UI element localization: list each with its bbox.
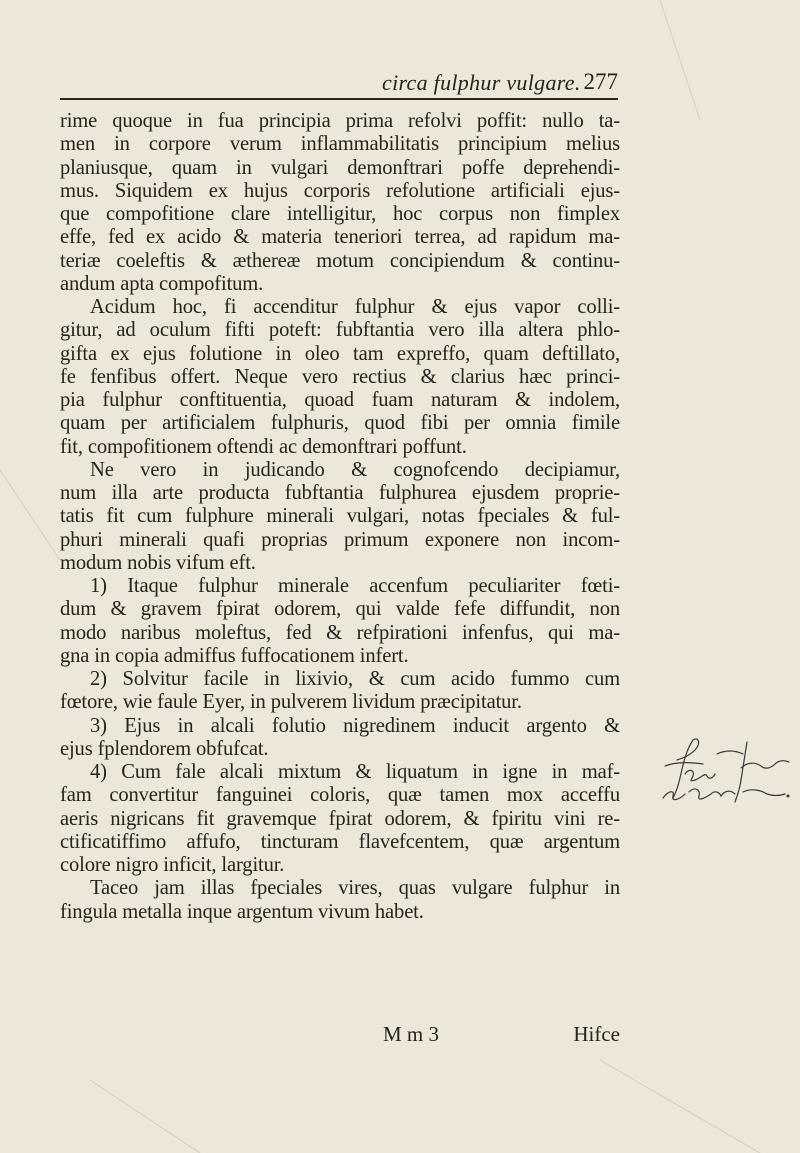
text-line: que compofitione clare intelligitur, hoc corpus non fimplex bbox=[60, 203, 620, 225]
signature-mark: M m 3 bbox=[383, 1022, 440, 1046]
page-number: 277 bbox=[583, 69, 618, 94]
text-line: modum nobis vifum eft. bbox=[60, 551, 256, 574]
text-line: fœtore, wie faule Eyer, in pulverem lividum præcipitatur. bbox=[60, 691, 522, 714]
text-line: ejus fplendorem obfufcat. bbox=[60, 737, 269, 760]
text-line: ctificatiffimo affufo, tincturam flavefcentem, quæ argentum bbox=[60, 830, 620, 853]
text-line: dum & gravem fpirat odorem, qui valde fefe diffundit, non bbox=[60, 598, 620, 621]
text-line: 1) Itaque fulphur minerale accenfum peculiariter fœti- bbox=[90, 575, 620, 597]
text-line: 2) Solvitur facile in lixivio, & cum acido fummo cum bbox=[90, 668, 620, 690]
catchword: Hifce bbox=[573, 1022, 620, 1046]
text-line: Acidum hoc, fi accenditur fulphur & ejus vapor colli- bbox=[90, 296, 620, 318]
text-line: phuri minerali quafi proprias primum exponere non incom- bbox=[60, 528, 620, 551]
text-line: effe, fed ex acido & materia teneriori terrea, ad rapidum ma- bbox=[60, 226, 620, 249]
text-line: tatis fit cum fulphure minerali vulgari, notas fpeciales & ful- bbox=[60, 505, 620, 528]
text-line: gifta ex ejus folutione in oleo tam expreffo, quam deftillato, bbox=[60, 342, 620, 365]
text-line: quam per artificialem fulphuris, quod fibi per omnia fimile bbox=[60, 412, 620, 435]
text-line: colore nigro inficit, largitur. bbox=[60, 854, 285, 876]
text-line: mus. Siquidem ex hujus corporis refolutione artificiali ejus- bbox=[60, 179, 620, 202]
text-line: andum apta compofitum. bbox=[60, 272, 264, 295]
text-line: fit, compofitionem oftendi ac demonftrari poffunt. bbox=[60, 435, 467, 458]
text-line: Taceo jam illas fpeciales vires, quas vulgare fulphur in bbox=[90, 877, 620, 900]
running-title: circa fulphur vulgare. bbox=[382, 70, 581, 95]
running-header bbox=[60, 68, 618, 100]
text-line: fam convertitur fanguinei coloris, quæ tamen mox acceffu bbox=[60, 784, 620, 807]
text-line: fingula metalla inque argentum vivum habet. bbox=[60, 900, 424, 923]
text-line: Ne vero in judicando & cognofcendo decipiamur, bbox=[90, 458, 620, 481]
text-line: fe fenfibus offert. Neque vero rectius & clarius hæc princi- bbox=[60, 365, 620, 388]
text-line: gna in copia admiffus fuffocationem infert. bbox=[60, 644, 409, 667]
page-footer bbox=[60, 1022, 620, 1048]
text-line: rime quoque in fua principia prima refolvi poffit: nullo ta- bbox=[60, 110, 620, 132]
text-line: modo naribus moleftus, fed & refpirationi infenfus, qui ma- bbox=[60, 621, 620, 644]
text-line: num illa arte producta fubftantia fulphurea ejusdem proprie- bbox=[60, 482, 620, 504]
text-line: gitur, ad oculum fifti poteft: fubftantia vero illa altera phlo- bbox=[60, 319, 620, 342]
handwritten-signature bbox=[655, 732, 795, 812]
text-line: aeris nigricans fit gravemque fpirat odorem, & fpiritu vini re- bbox=[60, 807, 620, 830]
text-line: 4) Cum fale alcali mixtum & liquatum in igne in maf- bbox=[90, 761, 620, 783]
text-line: teriæ coeleftis & æthereæ motum concipiendum & continu- bbox=[60, 249, 620, 272]
text-line: pia fulphur conftituentia, quoad fuam naturam & indolem, bbox=[60, 389, 620, 411]
text-line: men in corpore verum inflammabilitatis principium melius bbox=[60, 133, 620, 156]
body-text bbox=[60, 110, 620, 924]
text-line: planiusque, quam in vulgari demonftrari poffe deprehendi- bbox=[60, 156, 620, 179]
text-line: 3) Ejus in alcali folutio nigredinem inducit argento & bbox=[90, 714, 620, 737]
